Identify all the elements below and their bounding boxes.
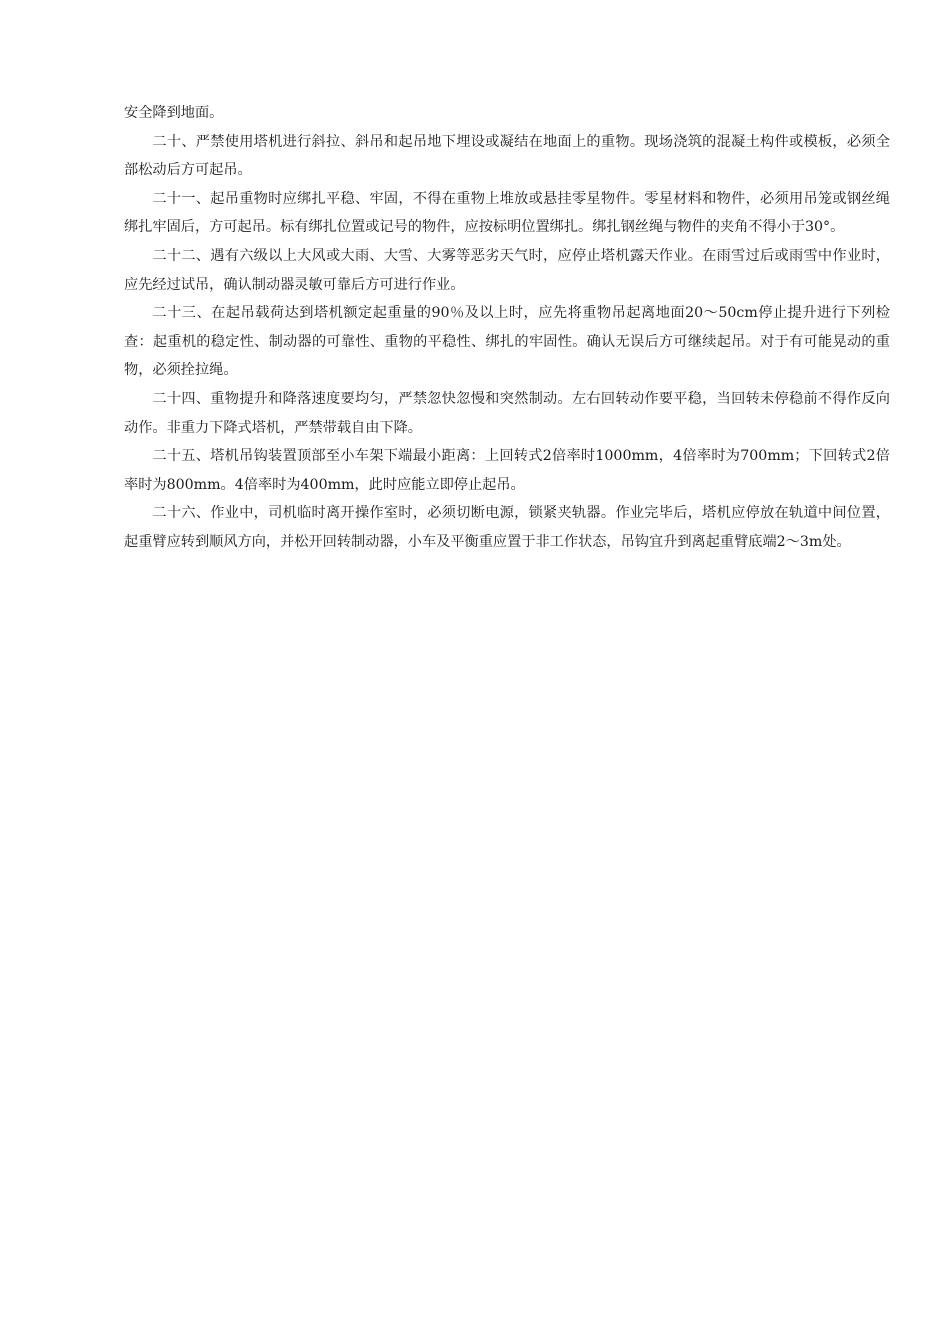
paragraph-item-20: 二十、严禁使用塔机进行斜拉、斜吊和起吊地下埋设或凝结在地面上的重物。现场浇筑的混凝土构件或模板，必须全部松动后方可起吊。 xyxy=(124,133,890,179)
paragraph-item-21: 二十一、起吊重物时应绑扎平稳、牢固，不得在重物上堆放或悬挂零星物件。零星材料和物件，必须用吊笼或钢丝绳绑扎牢固后，方可起吊。标有绑扎位置或记号的物件，应按标明位置绑扎。绑扎钢丝绳与物件的夹角不得小于30°。 xyxy=(124,190,890,236)
document-body xyxy=(124,99,890,557)
paragraph-item-23: 二十三、在起吊载荷达到塔机额定起重量的90％及以上时，应先将重物吊起离地面20～50cm停止提升进行下列检查：起重机的稳定性、制动器的可靠性、重物的平稳性、绑扎的牢固性。确认无误后方可继续起吊。对于有可能晃动的重物，必须拴拉绳。 xyxy=(124,305,890,379)
paragraph-item-22: 二十二、遇有六级以上大风或大雨、大雪、大雾等恶劣天气时，应停止塔机露天作业。在雨雪过后或雨雪中作业时，应先经过试吊，确认制动器灵敏可靠后方可进行作业。 xyxy=(124,247,890,293)
paragraph-item-26: 二十六、作业中，司机临时离开操作室时，必须切断电源，锁紧夹轨器。作业完毕后，塔机应停放在轨道中间位置，起重臂应转到顺风方向，并松开回转制动器，小车及平衡重应置于非工作状态，吊钩宜升到离起重臂底端2～3m处。 xyxy=(124,505,890,550)
paragraph-continuation: 安全降到地面。 xyxy=(124,105,224,121)
paragraph-item-25: 二十五、塔机吊钩装置顶部至小车架下端最小距离：上回转式2倍率时1000mm，4倍率时为700mm；下回转式2倍率时为800mm。4倍率时为400mm，此时应能立即停止起吊。 xyxy=(124,448,890,493)
paragraph-item-24: 二十四、重物提升和降落速度要均匀，严禁忽快忽慢和突然制动。左右回转动作要平稳，当回转未停稳前不得作反向动作。非重力下降式塔机，严禁带载自由下降。 xyxy=(124,390,890,436)
